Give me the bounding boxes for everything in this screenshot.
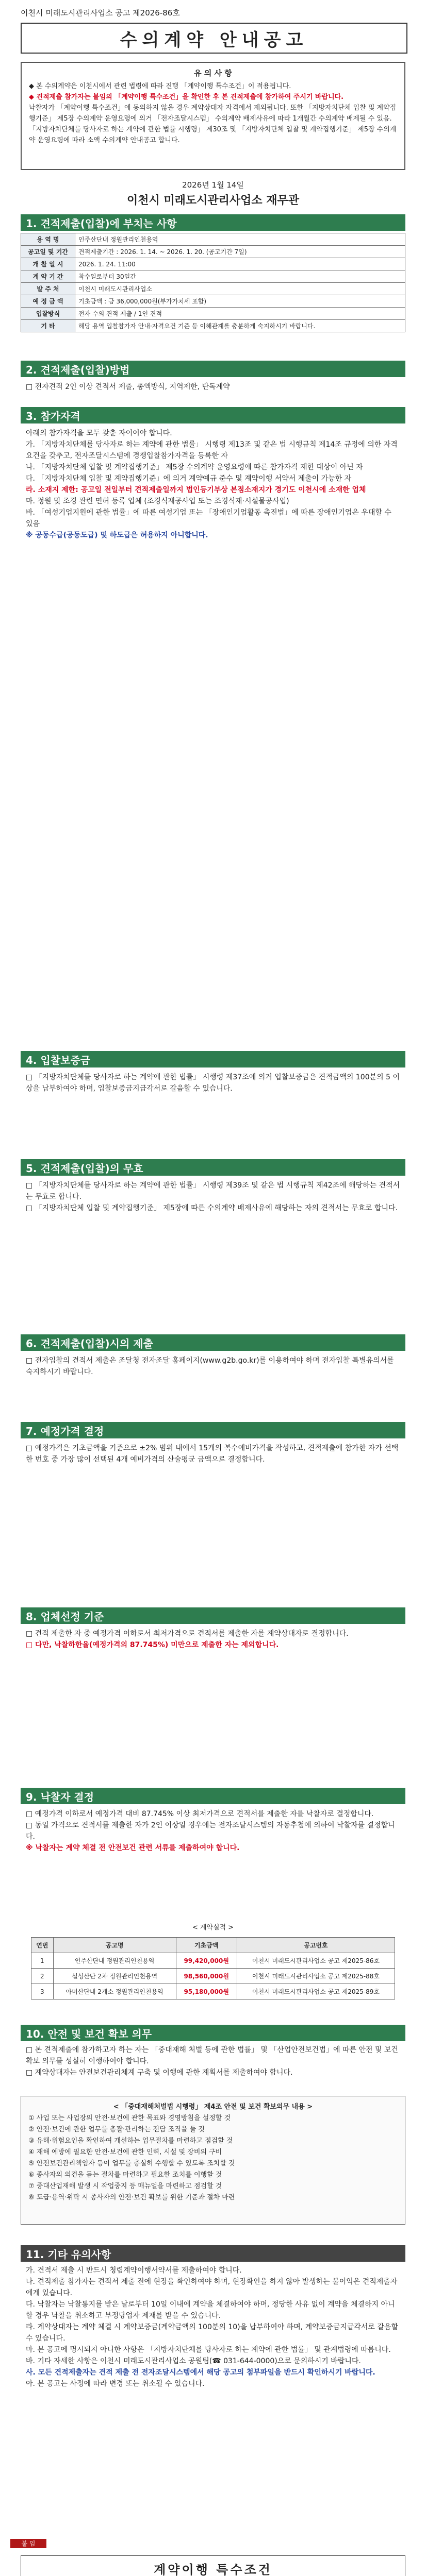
results-cell: 99,420,000원 bbox=[176, 1953, 237, 1969]
results-cell: 3 bbox=[31, 1984, 54, 1999]
results-cell: 2 bbox=[31, 1969, 54, 1984]
section-9-line: ※ 낙찰자는 계약 체결 전 안전보건 관련 서류를 제출하여야 합니다. bbox=[26, 1844, 240, 1852]
section-10-heading: 10. 안전 및 보건 확보 의무 bbox=[21, 2025, 405, 2041]
section-10-line: □ 본 견적제출에 참가하고자 하는 자는 「중대재해 처벌 등에 관한 법률」 및 「산업안전보건법」에 따른 안전 및 보건 확보 의무를 성실히 이행하여야 합니다. bbox=[26, 2046, 398, 2065]
section-7-line: □ 예정가격은 기초금액을 기준으로 ±2% 범위 내에서 15개의 복수예비가격을 작성하고, 견적제출에 참가한 자가 선택한 번호 중 가장 많이 선택된 4개 예비가격의 산술평균 금액으로 결정합니다. bbox=[26, 1444, 399, 1464]
results-table bbox=[31, 1937, 395, 1999]
section-3-line: 다. 「지방자치단체 입찰 및 계약집행기준」에 의거 계약예규 준수 및 계약이행 서약서 제출이 가능한 자 bbox=[26, 474, 352, 483]
info-value: 기초금액 : 금 36,000,000원(부가가치세 포함) bbox=[75, 295, 405, 308]
safety-item: ⑤ 안전보건관리책임자 등이 업무를 충실히 수행할 수 있도록 조치할 것 bbox=[28, 2160, 235, 2167]
results-header: 공고번호 bbox=[237, 1938, 395, 1953]
section-7-heading: 7. 예정가격 결정 bbox=[21, 1422, 405, 1438]
info-value: 이천시 미래도시관리사업소 bbox=[75, 283, 405, 295]
safety-item: ③ 유해·위험요인을 확인하여 개선하는 업무절차를 마련하고 점검할 것 bbox=[28, 2137, 233, 2145]
attachment-stamp: 붙 임 bbox=[10, 2539, 46, 2548]
safety-item: ② 안전·보건에 관한 업무를 총괄·관리하는 전담 조직을 둘 것 bbox=[28, 2126, 205, 2133]
section-9-line: □ 예정가격 이하로서 예정가격 대비 87.745% 이상 최저가격으로 견적서를 제출한 자를 낙찰자로 결정합니다. bbox=[26, 1810, 374, 1818]
section-3-line: ※ 공동수급(공동도급) 및 하도급은 허용하지 아니합니다. bbox=[26, 531, 208, 539]
info-value: 견적제출기간 : 2026. 1. 14. ~ 2026. 1. 20. (공고기간 7일) bbox=[75, 246, 405, 258]
section-3-line: 나. 「지방자치단체 입찰 및 계약집행기준」 제5장 수의계약 운영요령에 따른 참가자격 제한 대상이 아닌 자 bbox=[26, 463, 363, 471]
caution-line: ◆ 본 수의계약은 이천시에서 관련 법령에 따라 진행 「계약이행 특수조건」이 적용됩니다. bbox=[29, 82, 291, 90]
info-label: 기 타 bbox=[21, 320, 75, 332]
results-cell: 98,560,000원 bbox=[176, 1969, 237, 1984]
results-caption: < 계약실적 > bbox=[192, 1924, 234, 1931]
section-5-heading: 5. 견적제출(입찰)의 무효 bbox=[21, 1159, 405, 1176]
table-row bbox=[31, 1969, 395, 1984]
results-cell: 이천시 미래도시관리사업소 공고 제2025-86호 bbox=[237, 1953, 395, 1969]
safety-duty-box bbox=[21, 2096, 405, 2225]
section-2-heading: 2. 견적제출(입찰)방법 bbox=[21, 361, 405, 377]
safety-title: < 「중대재해처벌법 시행령」 제4조 안전 및 보건 확보의무 내용 > bbox=[113, 2103, 313, 2111]
notice-number: 이천시 미래도시관리사업소 공고 제2026-86호 bbox=[21, 8, 180, 18]
section-4-body bbox=[21, 1072, 405, 1094]
special-conditions-box bbox=[21, 2555, 405, 2576]
caution-box bbox=[21, 62, 405, 170]
section-1-heading: 1. 견적제출(입찰)에 부치는 사항 bbox=[21, 214, 405, 231]
results-cell: 인주산단내 정원관리인천용역 bbox=[53, 1953, 176, 1969]
section-3-body bbox=[21, 428, 405, 541]
section-4-heading: 4. 입찰보증금 bbox=[21, 1051, 405, 1067]
results-cell: 1 bbox=[31, 1953, 54, 1969]
info-label: 계 약 기 간 bbox=[21, 270, 75, 283]
caution-line: 「지방자치단체를 당사자로 하는 계약에 관한 법률 시행령」 제30조 및 「지방자치단체 입찰 및 계약집행기준」 제5장 수의계약 운영요령에 따라 소액 수의계약 안내공고 합니다. bbox=[29, 126, 397, 144]
info-value: 해당 용역 입찰참가자 안내·자격요건 기준 등 이해관계를 충분하게 숙지하시기 바랍니다. bbox=[75, 320, 405, 332]
results-header: 연번 bbox=[31, 1938, 54, 1953]
special-title: 계약이행 특수조건 bbox=[154, 2563, 272, 2576]
results-cell: 이천시 미래도시관리사업소 공고 제2025-89호 bbox=[237, 1984, 395, 1999]
section-3-heading: 3. 참가자격 bbox=[21, 407, 405, 423]
safety-item: ④ 재해 예방에 필요한 안전·보건에 관한 인력, 시설 및 장비의 구비 bbox=[28, 2148, 222, 2156]
info-value: 2026. 1. 24. 11:00 bbox=[75, 258, 405, 270]
caution-title: 유 의 사 항 bbox=[194, 69, 232, 78]
table-row bbox=[21, 308, 405, 320]
table-row bbox=[21, 320, 405, 332]
info-label: 공고일 및 기간 bbox=[21, 246, 75, 258]
safety-item: ⑥ 종사자의 의견을 듣는 절차를 마련하고 필요한 조치를 이행할 것 bbox=[28, 2171, 222, 2179]
section-11-line: 사. 모든 견적제출자는 견적 제출 전 전자조달시스템에서 해당 공고의 첨부파일을 반드시 확인하시기 바랍니다. bbox=[26, 2368, 375, 2377]
page-title: 수의계약 안내공고 bbox=[21, 23, 407, 54]
section-9-line: □ 동일 가격으로 견적서를 제출한 자가 2인 이상일 경우에는 전자조달시스템의 자동추첨에 의하여 낙찰자를 결정합니다. bbox=[26, 1821, 395, 1841]
info-value: 전자 수의 견적 제출 / 1인 견적 bbox=[75, 308, 405, 320]
section-11-body bbox=[21, 2265, 405, 2389]
section-5-body bbox=[21, 1180, 405, 1214]
table-row bbox=[21, 233, 405, 246]
table-row bbox=[31, 1953, 395, 1969]
section-6-heading: 6. 견적제출(입찰)시의 제출 bbox=[21, 1334, 405, 1351]
section-3-line: 아래의 참가자격을 모두 갖춘 자이어야 합니다. bbox=[26, 429, 172, 437]
results-cell: 이천시 미래도시관리사업소 공고 제2025-88호 bbox=[237, 1969, 395, 1984]
section-8-line: □ 다만, 낙찰하한율(예정가격의 87.745%) 미만으로 제출한 자는 제외합니다. bbox=[26, 1641, 279, 1649]
section-6-line: □ 전자입찰의 견적서 제출은 조달청 전자조달 홈페이지(www.g2b.go.kr)를 이용하여야 하며 전자입찰 특별유의서를 숙지하시기 바랍니다. bbox=[26, 1357, 394, 1376]
section-8-line: □ 견적 제출한 자 중 예정가격 이하로서 최저가격으로 견적서를 제출한 자를 계약상대자로 결정합니다. bbox=[26, 1630, 349, 1638]
section-9-heading: 9. 낙찰자 결정 bbox=[21, 1788, 405, 1804]
results-header: 공고명 bbox=[53, 1938, 176, 1953]
results-cell: 아미산단내 2개소 정원관리인천용역 bbox=[53, 1984, 176, 1999]
section-2-body: □ 전자견적 2인 이상 견적서 제출, 총액방식, 지역제한, 단독계약 bbox=[26, 383, 230, 391]
table-row bbox=[21, 270, 405, 283]
section-11-line: 라. 계약상대자는 계약 체결 시 계약보증금(계약금액의 100분의 10)을 납부하여야 하며, 계약보증금지급각서로 갈음할 수 있습니다. bbox=[26, 2323, 398, 2343]
section-8-heading: 8. 업체선정 기준 bbox=[21, 1607, 405, 1624]
safety-item: ① 사업 또는 사업장의 안전·보건에 관한 목표와 경영방침을 설정할 것 bbox=[28, 2114, 231, 2122]
info-table bbox=[21, 233, 405, 332]
section-8-body bbox=[21, 1628, 405, 1651]
info-value: 착수일로부터 30일간 bbox=[75, 270, 405, 283]
section-11-line: 바. 기타 자세한 사항은 이천시 미래도시관리사업소 공원팀(☎ 031-644-0000)으로 문의하시기 바랍니다. bbox=[26, 2357, 361, 2365]
info-value: 인주산단내 정원관리인천용역 bbox=[75, 233, 405, 246]
info-label: 예 정 금 액 bbox=[21, 295, 75, 308]
section-11-line: 다. 낙찰자는 낙찰통지를 받은 날로부터 10일 이내에 계약을 체결하여야 하며, 정당한 사유 없이 계약을 체결하지 아니할 경우 낙찰을 취소하고 부정당업자 제재를 받을 수 있습니다. bbox=[26, 2300, 395, 2320]
section-10-line: □ 계약상대자는 안전보건관리체계 구축 및 이행에 관한 계획서를 제출하여야 합니다. bbox=[26, 2069, 293, 2077]
safety-item: ⑧ 도급·용역·위탁 시 종사자의 안전·보건 확보를 위한 기준과 절차 마련 bbox=[28, 2194, 235, 2201]
caution-line: 낙찰자가 「계약이행 특수조건」에 동의하지 않을 경우 계약상대자 자격에서 제외됩니다. 또한 「지방자치단체 입찰 및 계약집행기준」 제5장 수의계약 운영요령에 의거 「전자조달시스템」 수의계약 배제사유에 따라 1개월간 수의계약 배제될 수 있음. bbox=[29, 104, 397, 123]
notice-date: 2026년 1월 14일 bbox=[182, 180, 244, 190]
table-row bbox=[21, 295, 405, 308]
results-cell: 95,180,000원 bbox=[176, 1984, 237, 1999]
results-header: 기초금액 bbox=[176, 1938, 237, 1953]
section-11-line: 가. 견적서 제출 시 반드시 청렴계약이행서약서를 제출하여야 합니다. bbox=[26, 2266, 242, 2275]
table-row bbox=[31, 1984, 395, 1999]
section-11-heading: 11. 기타 유의사항 bbox=[21, 2245, 405, 2262]
table-row bbox=[21, 283, 405, 295]
info-label: 개 찰 일 시 bbox=[21, 258, 75, 270]
info-label: 용 역 명 bbox=[21, 233, 75, 246]
table-row bbox=[21, 246, 405, 258]
section-4-line: □ 「지방자치단체를 당사자로 하는 계약에 관한 법률」 시행령 제37조에 의거 입찰보증금은 견적금액의 100분의 5 이상을 납부하여야 하며, 입찰보증금지급각서로 갈음할 수 있습니다. bbox=[26, 1073, 400, 1093]
section-6-body bbox=[21, 1355, 405, 1378]
section-3-line: 가. 「지방자치단체를 당사자로 하는 계약에 관한 법률」 시행령 제13조 및 같은 법 시행규칙 제14조 규정에 의한 자격요건을 갖추고, 전자조달시스템에 경쟁입찰참가자격을 등록한 자 bbox=[26, 440, 398, 460]
section-3-line: 마. 정원 및 조경 관련 면허 등록 업체 (조경식재공사업 또는 조경식재·시설물공사업) bbox=[26, 497, 289, 505]
info-label: 입찰방식 bbox=[21, 308, 75, 320]
info-label: 발 주 처 bbox=[21, 283, 75, 295]
section-11-line: 나. 견적제출 참가자는 견적서 제출 전에 현장을 확인하여야 하며, 현장확인을 하지 않아 발생하는 불이익은 견적제출자에게 있습니다. bbox=[26, 2278, 398, 2297]
section-5-line: □ 「지방자치단체 입찰 및 계약집행기준」 제5장에 따른 수의계약 배제사유에 해당하는 자의 견적서는 무효로 합니다. bbox=[26, 1204, 398, 1212]
section-11-line: 아. 본 공고는 사정에 따라 변경 또는 취소될 수 있습니다. bbox=[26, 2380, 205, 2388]
section-3-line: 라. 소재지 제한: 공고일 전일부터 견적제출일까지 법인등기부상 본점소재지가 경기도 이천시에 소재한 업체 bbox=[26, 486, 366, 494]
section-3-line: 바. 「여성기업지원에 관한 법률」에 따른 여성기업 또는 「장애인기업활동 촉진법」에 따른 장애인기업은 우대할 수 있음 bbox=[26, 509, 391, 528]
section-5-line: □ 「지방자치단체를 당사자로 하는 계약에 관한 법률」 시행령 제39조 및 같은 법 시행규칙 제42조에 해당하는 견적서는 무효로 합니다. bbox=[26, 1181, 400, 1201]
safety-item: ⑦ 중대산업재해 발생 시 작업중지 등 매뉴얼을 마련하고 점검할 것 bbox=[28, 2182, 222, 2190]
section-9-body bbox=[21, 1808, 405, 1854]
table-row bbox=[21, 258, 405, 270]
caution-line: ◆ 견적제출 참가자는 붙임의 「계약이행 특수조건」을 확인한 후 본 견적제출에 참가하여 주시기 바랍니다. bbox=[29, 93, 344, 101]
results-cell: 설성산단 2차 정원관리인천용역 bbox=[53, 1969, 176, 1984]
issuing-org: 이천시 미래도시관리사업소 재무관 bbox=[126, 194, 300, 207]
section-7-body bbox=[21, 1443, 405, 1465]
section-11-line: 마. 본 공고에 명시되지 아니한 사항은 「지방자치단체를 당사자로 하는 계약에 관한 법률」 및 관계법령에 따릅니다. bbox=[26, 2346, 391, 2354]
section-10-body bbox=[21, 2044, 405, 2078]
